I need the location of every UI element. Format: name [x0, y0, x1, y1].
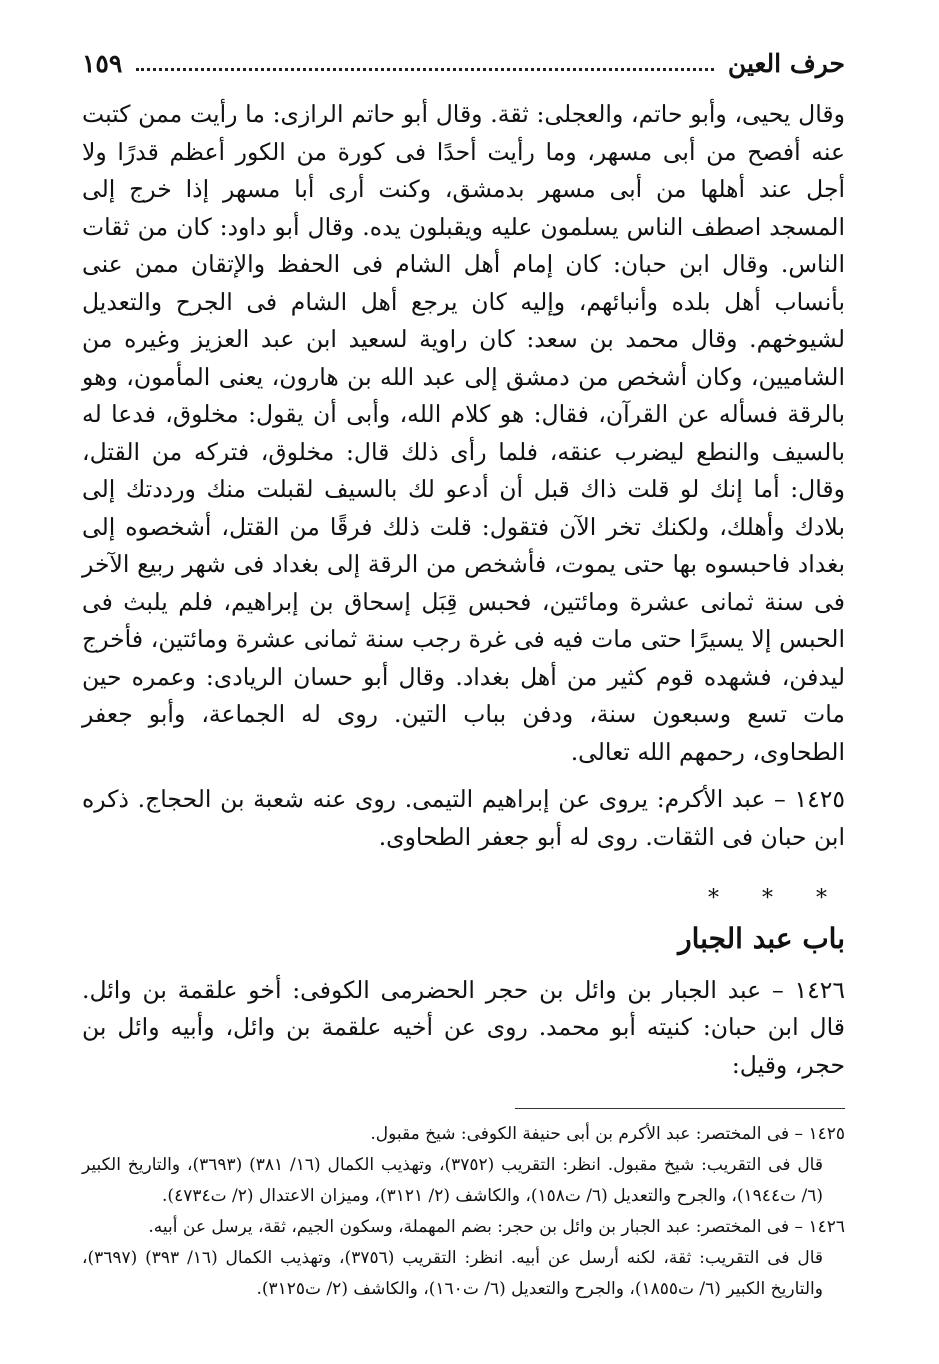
entry-text: عبد الجبار بن وائل بن حجر الحضرمى الكوفى: أخو علقمة بن وائل. قال ابن حبان: كنيته أبو محمد. روى عن أخيه علقمة بن وائل، وأبيه وائل بن حجر، وقيل: — [82, 975, 845, 1079]
footnote-detail: قال فى التقريب: ثقة، لكنه أرسل عن أبيه. انظر: التقريب (٣٧٥٦)، وتهذيب الكمال (١٦/ ٣٩٣) (٣٦٩٧)، والتاريخ الكبير (٦/ ت١٨٥٥)، والجرح والتعديل (٦/ ت١٦٠)، والكاشف (٢/ ت٣١٢٥). — [82, 1248, 824, 1299]
continuation-paragraph: وقال يحيى، وأبو حاتم، والعجلى: ثقة. وقال أبو حاتم الرازى: ما رأيت ممن كتبت عنه أفصح من أبى مسهر، وما رأيت أحدًا فى كورة من الكور أعظم قدرًا ولا أجل عند أهلها من أبى مسهر بدمشق، وكنت أرى أبا مسهر إذا خرج إلى المسجد اصطف الناس يسلمون عليه ويقبلون يده. وقال أبو داود: كان من ثقات الناس. وقال ابن حبان: كان إمام أهل الشام فى الحفظ والإتقان ممن عنى بأنساب أهل بلده وأنبائهم، وإليه كان يرجع أهل الشام فى الجرح والتعديل لشيوخهم. وقال محمد بن سعد: كان راوية لسعيد ابن عبد العزيز وغيره من الشاميين، وكان أشخص من دمشق إلى عبد الله بن هارون، يعنى المأمون، وهو بالرقة فسأله عن القرآن، فقال: هو كلام الله، وأبى أن يقول: مخلوق، فدعا له بالسيف والنطع ليضرب عنقه، فلما رأى ذلك قال: مخلوق، فتركه من القتل، وقال: أما إنك لو قلت ذاك قبل أن أدعو لك بالسيف لقبلت منك ورددتك إلى بلادك وأهلك، ولكنك تخر الآن فتقول: قلت ذلك فرقًا من القتل، أشخصوه إلى بغداد فاحبسوه بها حتى يموت، فأشخص من الرقة إلى بغداد فى شهر ربيع الآخر فى سنة ثمانى عشرة ومائتين، فحبس قِبَل إسحاق بن إبراهيم، فلم يلبث فى الحبس إلا يسيرًا حتى مات فيه فى غرة رجب سنة ثمانى عشرة ومائتين، فأخرج ليدفن، فشهده قوم كثير من أهل بغداد. وقال أبو حسان الريادى: وعمره حين مات تسع وسبعون سنة، ودفن بباب التين. روى له الجماعة، وأبو جعفر الطحاوى، رحمهم الله تعالى. — [82, 100, 845, 766]
entry-text: عبد الأكرم: يروى عن إبراهيم التيمى. روى عنه شعبة بن الحجاج. ذكره ابن حبان فى الثقات. روى له أبو جعفر الطحاوى. — [82, 785, 845, 851]
page-header — [82, 40, 845, 86]
footnote-number: ١٤٢٥ — [808, 1124, 845, 1144]
chapter-title: باب عبد الجبار — [678, 922, 845, 955]
section-separator: * * * — [708, 886, 845, 911]
entry-1425 — [82, 781, 845, 856]
footnote-line: فى المختصر: عبد الجبار بن وائل بن حجر: بضم المهملة، وسكون الجيم، ثقة، يرسل عن أبيه. — [148, 1217, 790, 1237]
page-number: ١٥٩ — [82, 48, 123, 78]
entry-dash: – — [761, 975, 784, 1004]
entry-dash: – — [765, 785, 786, 813]
header-dotted-leader — [136, 68, 714, 71]
footnote-line: فى المختصر: عبد الأكرم بن أبى حنيفة الكوفى: شيخ مقبول. — [370, 1124, 790, 1144]
entry-number: ١٤٢٥ — [794, 785, 845, 813]
footnote-1426: ١٤٢٦ – فى المختصر: عبد الجبار بن وائل بن حجر: بضم المهملة، وسكون الجيم، ثقة، يرسل عن أبيه. قال فى التقريب: ثقة، لكنه أرسل عن أبيه. انظر: التقريب (٣٧٥٦)، وتهذيب الكمال (١٦/ ٣٩٣) (٣٦٩٧)، والتاريخ الكبير (٦/ ت١٨٥٥)، والجرح والتعديل (٦/ ت١٦٠)، والكاشف (٢/ ت٣١٢٥). — [82, 1212, 845, 1305]
book-page — [82, 40, 845, 1340]
footnote-detail: قال فى التقريب: شيخ مقبول. انظر: التقريب (٣٧٥٢)، وتهذيب الكمال (١٦/ ٣٨١) (٣٦٩٣)، والتاريخ الكبير (٦/ ت١٩٤٤)، والجرح والتعديل (٦/ ت١٥٨)، والكاشف (٢/ ٣١٢١)، وميزان الاعتدال (٢/ ت٤٧٣٤). — [82, 1155, 823, 1206]
entry-number: ١٤٢٦ — [794, 975, 845, 1004]
main-text — [82, 96, 845, 1084]
footnotes — [82, 1119, 845, 1305]
running-head-title: حرف العين — [727, 48, 845, 78]
footnote-1425: ١٤٢٥ – فى المختصر: عبد الأكرم بن أبى حنيفة الكوفى: شيخ مقبول. قال فى التقريب: شيخ مقبول. انظر: التقريب (٣٧٥٢)، وتهذيب الكمال (١٦/ ٣٨١) (٣٦٩٣)، والتاريخ الكبير (٦/ ت١٩٤٤)، والجرح والتعديل (٦/ ت١٥٨)، والكاشف (٢/ ٣١٢١)، وميزان الاعتدال (٢/ ت٤٧٣٤). — [82, 1119, 845, 1212]
footnote-rule — [515, 1108, 845, 1109]
entry-1426 — [82, 972, 845, 1085]
footnote-number: ١٤٢٦ — [808, 1217, 845, 1237]
